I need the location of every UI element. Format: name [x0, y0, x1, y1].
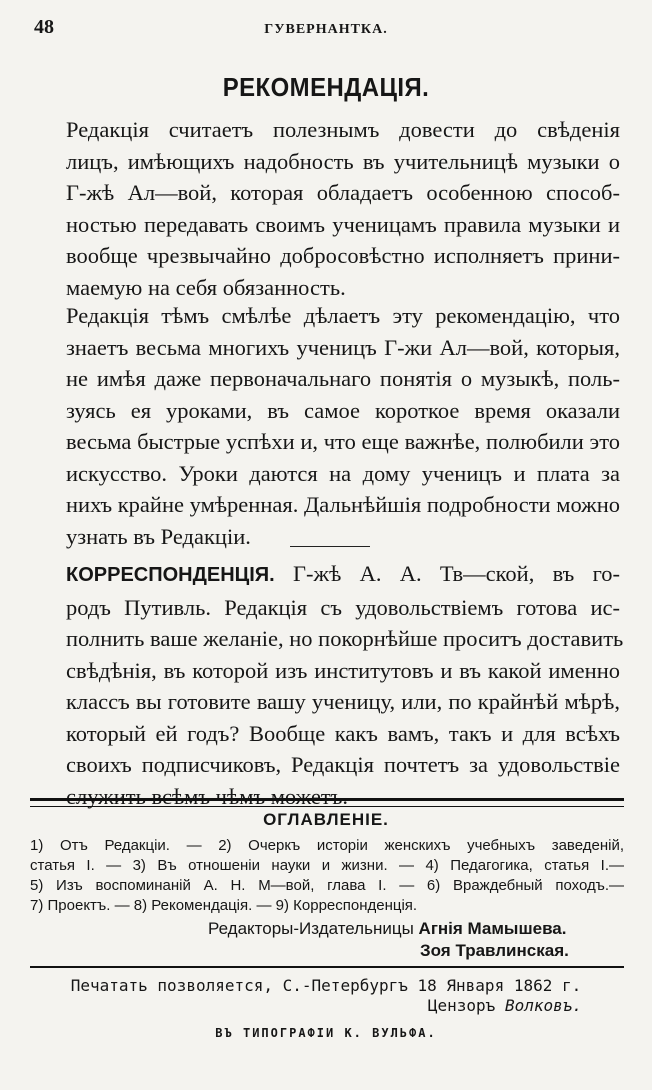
text-line: ностью передавать своимъ ученицамъ правила музыки и [66, 211, 620, 237]
text-line: весьма быстрые успѣхи и, что еще важнѣе, полюбили это [66, 429, 620, 454]
contents-list [30, 836, 624, 916]
section-divider [290, 546, 370, 547]
text-line: свѣдѣнія, въ которой изъ институтовъ и въ какой именно [66, 657, 620, 683]
editor-name-2: Зоя Травлинская. [420, 941, 569, 960]
text-line: Редакція тѣмъ смѣлѣе дѣлаетъ эту рекомендацію, что [66, 303, 620, 328]
editors-label: Редакторы-Издательницы [208, 919, 414, 938]
text-line: лицъ, имѣющихъ надобность въ учительницѣ музыки о [66, 148, 620, 174]
text-line: Г-жѣ Ал—вой, которая обладаетъ особенною способ- [66, 180, 620, 205]
text-line: своихъ подписчиковъ, Редакція почтетъ за удовольствіе [66, 752, 620, 777]
imprint-rule [30, 966, 624, 968]
censor-name: Волковъ. [504, 996, 582, 1015]
text-line: Редакція считаетъ полезнымъ довести до свѣденія [66, 117, 620, 142]
editor-name-1: Агнія Мамышева. [418, 919, 567, 938]
text-line: полнить ваше желаніе, но покорнѣйше проситъ доставить [66, 626, 624, 651]
text-line: маемую на себя обязанность. [66, 274, 346, 300]
text-line: не имѣя даже первоначальнаго понятія о музыкѣ, поль- [66, 366, 620, 391]
text-line: зуясь ея уроками, въ самое короткое время оказали [66, 397, 620, 423]
correspondence-section [66, 558, 624, 812]
correspondence-first-line [66, 558, 620, 592]
recommendation-paragraph-2 [66, 300, 620, 552]
contents-line: 5) Изъ воспоминаній А. Н. М—вой, глава I. — 6) Враждебный походъ.— [30, 877, 624, 894]
text-line: классъ вы готовите вашу ученицу, или, по крайнѣй мѣрѣ, [66, 689, 620, 714]
censor-permission: Печатать позволяется, С.-Петербургъ 18 Января 1862 г. [70, 976, 582, 995]
censor-signature [428, 996, 582, 1015]
text-line: нихъ крайне умѣренная. Дальнѣйшія подробности можно [66, 492, 620, 517]
text-line: родъ Путивль. Редакція съ удовольствіемъ готова ис- [66, 594, 620, 620]
text-line: служить всѣмъ чѣмъ можетъ. [66, 783, 348, 809]
censor-label: Цензоръ [427, 996, 496, 1015]
running-title: ГУВЕРНАНТКА. [264, 22, 388, 37]
printer-imprint: ВЪ ТИПОГРАФІИ К. ВУЛЬФА. [215, 1026, 437, 1040]
text-line: Г-жѣ А. А. Тв—ской, въ го- [274, 561, 620, 586]
contents-heading: ОГЛАВЛЕНІЕ. [263, 810, 389, 829]
page-number: 48 [34, 16, 54, 38]
recommendation-heading: РЕКОМЕНДАЦІЯ. [222, 72, 430, 102]
text-line: который ей годъ? Вообще какъ вамъ, такъ и для всѣхъ [66, 720, 620, 746]
text-line: узнать въ Редакціи. [66, 523, 251, 549]
correspondence-heading: КОРРЕСПОНДЕНЦІЯ. [66, 564, 275, 586]
text-line: знаетъ весьма многихъ ученицъ Г-жи Ал—вой, которыя, [66, 334, 620, 360]
contents-line: статья I. — 3) Въ отношеніи науки и жизни. — 4) Педагогика, статья I.— [30, 857, 624, 874]
running-header [34, 16, 618, 46]
text-line: вообще чрезвычайно добросовѣстно исполняетъ прини- [66, 243, 620, 268]
double-rule [30, 798, 624, 807]
recommendation-paragraph-1 [66, 114, 620, 303]
editors-block [208, 918, 569, 962]
text-line: искусство. Уроки даются на дому ученицъ и плата за [66, 460, 620, 486]
contents-line: 1) Отъ Редакціи. — 2) Очеркъ исторіи женскихъ учебныхъ заведеній, [30, 837, 624, 854]
contents-line: 7) Проектъ. — 8) Рекомендація. — 9) Корреспонденція. [30, 897, 418, 914]
